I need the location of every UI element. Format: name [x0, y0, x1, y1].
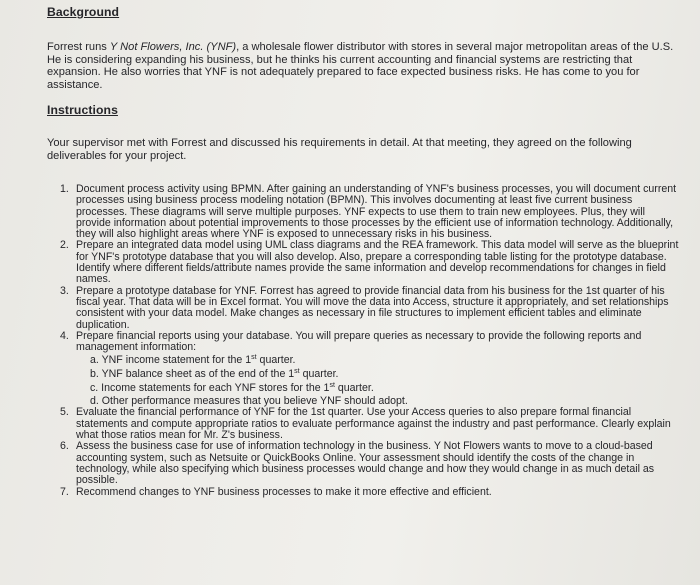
deliverable-text: Recommend changes to YNF business processes to make it more effective and efficient. — [76, 485, 492, 498]
deliverable-number: 7. — [60, 485, 69, 498]
report-sub-item — [60, 381, 682, 395]
sub-item-text: c. Income statements for each YNF stores for the 1 — [90, 382, 330, 395]
report-sub-item — [60, 367, 682, 381]
sub-item-text: a. YNF income statement for the 1 — [90, 354, 252, 367]
deliverables-list — [60, 184, 682, 498]
deliverable-text: Prepare a prototype database for YNF. Forrest has agreed to provide financial data from his business for the 1st quarter of his fiscal year. That data will be in Excel format. You will move the data into Access, structure it appropriately, and set relationships consistent with your data model. Make changes as necessary in file structures to implement efficient tables and eliminate duplication. — [76, 284, 669, 331]
deliverable-number: 1. — [60, 183, 69, 195]
background-heading: Background — [47, 5, 120, 19]
deliverable-text: Evaluate the financial performance of YNF for the 1st quarter. Use your Access queries to also prepare formal financial statements and compute appropriate ratios to evaluate performance against the industry and past performance. Clearly explain what those ratios mean for Mr. Z's business. — [76, 406, 671, 442]
sub-item-superscript: st — [294, 368, 300, 376]
sub-item-superscript: st — [329, 382, 335, 390]
report-sub-item — [60, 353, 682, 367]
deliverable-item — [60, 286, 682, 331]
deliverable-number: 2. — [60, 239, 69, 252]
deliverable-item — [60, 441, 682, 486]
sub-item-text-end: quarter. — [334, 382, 374, 395]
deliverable-text: Prepare financial reports using your database. You will prepare queries as necessary to provide the following reports and management information: — [76, 329, 642, 354]
deliverable-item — [60, 240, 682, 285]
sub-item-text: b. YNF balance sheet as of the end of the 1 — [90, 368, 295, 381]
background-paragraph — [47, 41, 687, 91]
deliverable-number: 3. — [60, 284, 69, 297]
background-text-before: Forrest runs — [47, 41, 110, 53]
background-text-after: , a wholesale flower distributor with stores in several major metropolitan areas of the U.S. He is considering expanding his business, but he thinks his current accounting and financial systems are restricting that expansion. He also worries that YNF is not adequately prepared to face expected business risks. He has come to you for assistance. — [47, 41, 674, 91]
company-name: Y Not Flowers, Inc. (YNF) — [109, 41, 237, 53]
sub-item-text: d. Other performance measures that you believe YNF should adopt. — [90, 395, 408, 408]
sub-item-text-end: quarter. — [256, 354, 296, 367]
instructions-intro: Your supervisor met with Forrest and discussed his requirements in detail. At that meeting, they agreed on the following deliverables for your project. — [47, 137, 632, 162]
deliverable-item — [60, 331, 682, 354]
deliverable-item — [60, 407, 682, 441]
deliverable-text: Assess the business case for use of information technology in the business. Y Not Flowers wants to move to a cloud-based accounting system, such as Netsuite or QuickBooks Online. Your assessment should identify the costs of the change in technology, while also specifying which business processes would change and how they would change in as much detail as possible. — [76, 440, 655, 487]
deliverable-text: Document process activity using BPMN. After gaining an understanding of YNF's business processes, you will document current processes using business process modeling notation (BPMN). This involves documenting at least five current business processes. These diagrams will serve multiple purposes. YNF expects to use them to train new employees. Plus, they will provide information about potential improvements to those processes by the efficient use of information technology. Additionally, they will also highlight areas where YNF is exposed to unnecessary risks in his business. — [76, 183, 677, 241]
deliverable-number: 6. — [60, 440, 69, 453]
deliverable-number: 4. — [60, 329, 69, 342]
deliverable-number: 5. — [60, 406, 69, 419]
instructions-heading: Instructions — [47, 103, 118, 117]
deliverable-text: Prepare an integrated data model using UML class diagrams and the REA framework. This data model will serve as the blueprint for YNF's prototype database that you will also develop. Also, prepare a corresponding table listing for the prototype database. Identify where different fields/attribute names provide the same information and develop recommendations for changes in field names. — [76, 239, 679, 286]
sub-item-text-end: quarter. — [299, 368, 339, 381]
deliverable-item — [60, 184, 682, 240]
deliverable-item — [60, 487, 682, 498]
sub-item-superscript: st — [251, 354, 257, 362]
